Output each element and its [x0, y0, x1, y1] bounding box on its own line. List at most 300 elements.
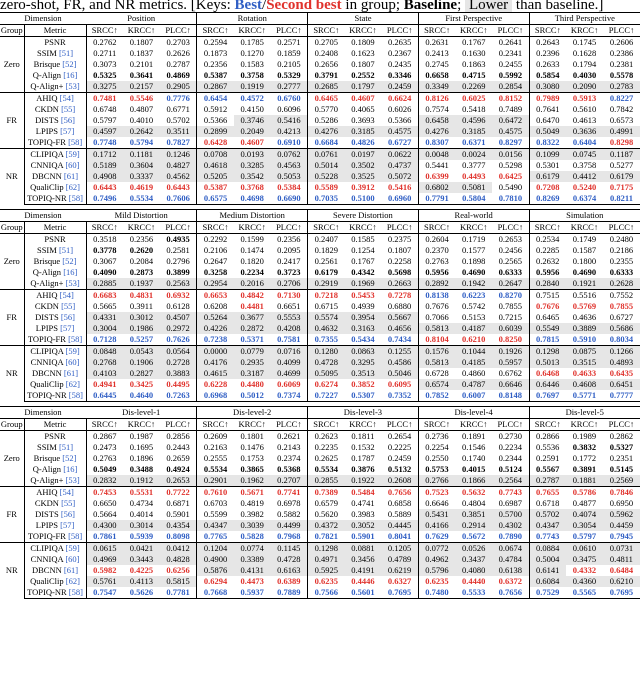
- score-cell: 0.7743: [492, 487, 529, 499]
- score-cell: 0.2459: [381, 81, 418, 93]
- score-cell: 0.7810: [492, 193, 529, 205]
- metric-name: [24, 182, 86, 193]
- metric-name: [24, 543, 86, 555]
- score-cell: 0.4015: [461, 464, 486, 474]
- table-row: [0, 531, 640, 543]
- score-cell: 0.7552: [603, 290, 640, 302]
- score-cell: 0.5325: [93, 70, 117, 80]
- metric-label: TOPIQ-NR: [27, 193, 67, 203]
- score-cell: 0.1921: [566, 278, 603, 290]
- metric-name: [24, 509, 86, 520]
- score-cell: 0.4613: [572, 115, 597, 125]
- score-cell: 0.1623: [351, 48, 375, 58]
- metric-name: [24, 137, 86, 149]
- correlation-header: KRCC↑: [123, 419, 160, 431]
- score-cell: 0.4074: [566, 509, 603, 520]
- score-cell: 0.3437: [455, 554, 492, 565]
- score-cell: 0.6703: [203, 498, 228, 508]
- score-cell: 0.4446: [351, 576, 375, 586]
- metric-label: DBCNN: [32, 565, 62, 575]
- correlation-header: SRCC↑: [197, 222, 234, 234]
- citation: [51]: [58, 442, 74, 452]
- score-cell: 0.3502: [345, 160, 382, 171]
- correlation-header: SRCC↑: [308, 25, 345, 37]
- score-cell: 0.7547: [86, 587, 123, 599]
- metric-label: DISTS: [35, 115, 59, 125]
- score-cell: 0.5982: [93, 565, 117, 575]
- score-cell: 0.5327: [609, 442, 634, 452]
- score-cell: 0.7889: [271, 587, 308, 599]
- score-cell: 0.4575: [381, 126, 418, 137]
- score-cell: 0.2935: [234, 357, 271, 368]
- table-row: [0, 81, 640, 93]
- metric-label: Brisque: [33, 453, 61, 463]
- score-cell: 0.1859: [271, 48, 308, 59]
- score-cell: 0.1794: [572, 59, 597, 69]
- score-cell: 0.6371: [462, 137, 486, 147]
- score-cell: 0.6470: [536, 115, 560, 125]
- score-cell: 0.3425: [129, 379, 154, 389]
- score-cell: 0.6256: [160, 565, 197, 576]
- score-cell: 0.5702: [160, 115, 197, 126]
- score-cell: 0.5753: [425, 464, 449, 474]
- score-cell: 0.2157: [123, 81, 160, 93]
- score-cell: 0.4632: [308, 323, 345, 334]
- group-name: Zero: [0, 37, 24, 93]
- score-cell: 0.5434: [351, 334, 375, 344]
- score-cell: 0.2386: [609, 48, 634, 58]
- score-cell: 0.4636: [572, 312, 597, 322]
- score-cell: 0.8269: [529, 193, 566, 205]
- score-cell: 0.6579: [314, 498, 338, 508]
- metric-name: [24, 115, 86, 126]
- correlation-header: SRCC↑: [529, 222, 566, 234]
- score-cell: 0.3187: [234, 368, 271, 379]
- table-row: [0, 509, 640, 520]
- score-cell: 0.0875: [566, 346, 603, 358]
- score-cell: 0.4690: [572, 267, 597, 277]
- score-cell: 0.2569: [603, 475, 640, 487]
- metric-name: [24, 431, 86, 443]
- score-cell: 0.6179: [314, 267, 338, 277]
- score-cell: 0.2473: [93, 442, 117, 452]
- score-cell: 0.5228: [308, 171, 345, 182]
- score-cell: 0.5004: [529, 554, 566, 565]
- score-cell: 0.7130: [271, 290, 308, 302]
- score-cell: 0.5453: [344, 290, 381, 302]
- score-cell: 0.5601: [344, 587, 381, 599]
- citation: [55]: [61, 498, 76, 508]
- score-cell: 0.2581: [160, 245, 197, 256]
- dimension-label: Dimension: [0, 210, 86, 222]
- score-cell: 0.5264: [197, 312, 234, 323]
- score-cell: 0.6327: [381, 576, 418, 587]
- score-cell: 0.4166: [418, 520, 455, 531]
- score-cell: 0.8138: [418, 290, 455, 302]
- metric-name: [24, 70, 86, 81]
- metric-label: Brisque: [33, 256, 61, 266]
- score-cell: 0.2766: [418, 475, 455, 487]
- score-cell: 0.5665: [93, 301, 117, 311]
- score-cell: 0.4360: [566, 576, 603, 587]
- score-cell: 0.2656: [314, 59, 338, 69]
- table-row: [0, 368, 640, 379]
- score-cell: 0.6039: [492, 323, 529, 334]
- citation: [54]: [59, 487, 74, 497]
- group-name: NR: [0, 543, 24, 599]
- table-row: [0, 390, 640, 402]
- citation: [57]: [60, 126, 75, 136]
- score-cell: 0.6374: [566, 193, 603, 205]
- metric-label: CLIPIQA: [30, 543, 64, 553]
- score-cell: 0.6179: [529, 171, 566, 182]
- score-cell: 0.6333: [492, 267, 529, 278]
- score-cell: 0.6228: [203, 379, 228, 389]
- score-cell: 0.4276: [308, 126, 345, 137]
- score-cell: 0.2631: [425, 37, 449, 47]
- score-cell: 0.7781: [160, 587, 197, 599]
- score-cell: 0.1767: [462, 37, 486, 47]
- metric-name: [24, 245, 86, 256]
- score-cell: 0.5124: [492, 464, 529, 475]
- score-cell: 0.7175: [609, 182, 634, 192]
- score-cell: 0.8148: [492, 390, 529, 402]
- dimension-name: Dis-level-4: [418, 407, 529, 419]
- table-row: [0, 464, 640, 475]
- correlation-header: PLCC↑: [492, 25, 529, 37]
- metric-name: [24, 565, 86, 576]
- score-cell: 0.4698: [234, 193, 271, 205]
- score-cell: 0.7641: [536, 104, 560, 114]
- score-cell: 0.5797: [572, 531, 597, 541]
- citation: [62]: [65, 182, 80, 192]
- score-cell: 0.0156: [492, 149, 529, 161]
- table-row: [0, 520, 640, 531]
- score-cell: 0.6025: [455, 93, 492, 105]
- score-cell: 0.3067: [93, 256, 117, 266]
- metric-name: [24, 554, 86, 565]
- score-cell: 0.6715: [314, 301, 338, 311]
- score-cell: 0.2703: [160, 37, 197, 49]
- score-cell: 0.1712: [86, 149, 123, 161]
- dimension-name: State: [308, 13, 419, 25]
- score-cell: 0.2872: [234, 323, 271, 334]
- table-row: [0, 442, 640, 453]
- score-cell: 0.6871: [160, 498, 197, 509]
- score-cell: 0.5939: [129, 531, 154, 541]
- score-cell: 0.2899: [197, 126, 234, 137]
- citation: [56]: [60, 312, 75, 322]
- score-cell: 0.5384: [271, 182, 308, 193]
- score-cell: 0.5418: [462, 104, 486, 114]
- score-cell: 0.5854: [536, 70, 560, 80]
- score-cell: 0.4608: [566, 379, 603, 390]
- score-cell: 0.3012: [123, 312, 160, 323]
- table-row: [0, 126, 640, 137]
- score-cell: 0.3777: [462, 160, 486, 170]
- score-cell: 0.2643: [536, 37, 560, 47]
- score-cell: 0.6684: [314, 137, 338, 147]
- score-cell: 0.2186: [609, 245, 634, 255]
- metric-name: [24, 334, 86, 346]
- score-cell: 0.2653: [160, 475, 197, 487]
- correlation-header: PLCC↑: [492, 419, 529, 431]
- score-cell: 0.2783: [603, 81, 640, 93]
- score-cell: 0.6223: [455, 290, 492, 302]
- table-row: [0, 587, 640, 599]
- score-cell: 0.1266: [603, 346, 640, 358]
- correlation-header: PLCC↑: [381, 25, 418, 37]
- score-cell: 0.2787: [529, 475, 566, 487]
- score-cell: 0.6210: [461, 334, 486, 344]
- score-cell: 0.1866: [455, 475, 492, 487]
- group-name: NR: [0, 149, 24, 205]
- table-row: [0, 565, 640, 576]
- score-cell: 0.2101: [129, 59, 154, 69]
- group-name: FR: [0, 487, 24, 543]
- score-cell: 0.5913: [566, 93, 603, 105]
- metric-label: CLIPIQA: [30, 149, 64, 159]
- score-cell: 0.8297: [492, 137, 529, 149]
- score-cell: 0.1145: [271, 543, 308, 555]
- metric-label: AHIQ: [36, 93, 58, 103]
- metric-name: [24, 126, 86, 137]
- score-cell: 0.5516: [566, 290, 603, 302]
- score-cell: 0.6454: [197, 93, 234, 105]
- score-cell: 0.1254: [351, 245, 375, 255]
- score-cell: 0.3891: [572, 464, 597, 474]
- score-cell: 0.7791: [418, 193, 455, 205]
- score-cell: 0.4575: [492, 126, 529, 137]
- score-cell: 0.4971: [308, 554, 345, 565]
- score-cell: 0.1989: [572, 431, 597, 441]
- score-cell: 0.3511: [160, 126, 197, 137]
- score-cell: 0.5804: [455, 193, 492, 205]
- table-row: [0, 48, 640, 59]
- metric-name: [24, 346, 86, 358]
- score-cell: 0.4728: [308, 357, 345, 368]
- score-cell: 0.5534: [203, 464, 228, 474]
- score-cell: 0.4807: [129, 104, 154, 114]
- score-cell: 0.3475: [566, 554, 603, 565]
- score-cell: 0.1837: [129, 48, 154, 58]
- score-cell: 0.4893: [603, 357, 640, 368]
- score-cell: 0.3723: [271, 267, 308, 278]
- citation: [58]: [68, 334, 83, 344]
- score-cell: 0.4615: [197, 368, 234, 379]
- score-cell: 0.6096: [271, 104, 308, 115]
- table-row: [0, 379, 640, 390]
- score-cell: 0.2873: [129, 267, 154, 277]
- table-row: [0, 149, 640, 161]
- score-cell: 0.8034: [609, 334, 634, 344]
- score-cell: 0.5240: [572, 182, 597, 192]
- score-cell: 0.2084: [129, 256, 154, 266]
- score-cell: 0.3758: [572, 160, 597, 170]
- score-cell: 0.7821: [314, 531, 338, 541]
- score-cell: 0.6653: [197, 290, 234, 302]
- correlation-header: PLCC↑: [381, 419, 418, 431]
- score-cell: 0.5095: [308, 368, 345, 379]
- score-cell: 0.2905: [160, 81, 197, 93]
- score-cell: 0.1919: [234, 81, 271, 93]
- citation: [54]: [59, 93, 74, 103]
- score-cell: 0.2796: [160, 256, 197, 267]
- dimension-name: Severe Distortion: [308, 210, 419, 222]
- score-cell: 0.6646: [492, 379, 529, 390]
- score-cell: 0.7355: [314, 334, 338, 344]
- score-cell: 0.2736: [425, 431, 449, 441]
- score-cell: 0.6219: [381, 565, 418, 576]
- score-cell: 0.3604: [123, 160, 160, 171]
- score-cell: 0.1787: [351, 453, 375, 463]
- metric-name: [24, 149, 86, 161]
- score-cell: 0.2914: [455, 520, 492, 531]
- score-cell: 0.4734: [129, 498, 154, 508]
- score-cell: 0.6446: [529, 379, 566, 390]
- score-cell: 0.1891: [461, 431, 486, 441]
- score-cell: 0.0772: [418, 543, 455, 555]
- score-cell: 0.2225: [381, 442, 418, 453]
- score-cell: 0.7855: [609, 301, 634, 311]
- score-cell: 0.7574: [425, 104, 449, 114]
- score-cell: 0.1906: [123, 357, 160, 368]
- metric-label: TOPIQ-FR: [27, 531, 66, 541]
- citation: [55]: [61, 104, 76, 114]
- score-cell: 0.5053: [271, 171, 308, 182]
- score-cell: 0.5786: [566, 487, 603, 499]
- citation: [53]: [65, 475, 80, 485]
- metric-label: DISTS: [35, 312, 59, 322]
- score-cell: 0.5956: [425, 267, 449, 277]
- score-cell: 0.4715: [462, 70, 486, 80]
- score-cell: 0.1205: [381, 543, 418, 555]
- score-cell: 0.4459: [603, 520, 640, 531]
- score-cell: 0.2254: [425, 442, 449, 452]
- score-cell: 0.7238: [203, 334, 228, 344]
- correlation-header: SRCC↑: [197, 419, 234, 431]
- metric-label: Q-Align+: [30, 278, 64, 288]
- metric-name: [24, 520, 86, 531]
- score-cell: 0.3851: [455, 509, 492, 520]
- correlation-header: PLCC↑: [271, 419, 308, 431]
- score-cell: 0.6950: [609, 498, 634, 508]
- score-cell: 0.1719: [461, 234, 486, 244]
- metric-name: [24, 104, 86, 115]
- score-cell: 0.3883: [160, 368, 197, 379]
- score-cell: 0.3954: [344, 312, 381, 323]
- score-cell: 0.0716: [271, 346, 308, 358]
- metric-label: CKDN: [34, 301, 59, 311]
- score-cell: 0.6425: [492, 171, 529, 182]
- score-cell: 0.7765: [203, 531, 228, 541]
- correlation-header: PLCC↑: [160, 222, 197, 234]
- score-cell: 0.3525: [345, 171, 382, 182]
- score-cell: 0.7581: [271, 334, 308, 346]
- score-cell: 0.2867: [93, 431, 117, 441]
- score-cell: 0.5546: [123, 93, 160, 105]
- score-cell: 0.7453: [86, 487, 123, 499]
- score-cell: 0.5366: [203, 115, 228, 125]
- correlation-header: KRCC↑: [234, 222, 271, 234]
- score-cell: 0.2356: [129, 234, 154, 244]
- score-cell: 0.6727: [381, 137, 418, 149]
- score-cell: 0.4633: [572, 368, 597, 378]
- metric-label: QualiClip: [30, 379, 64, 389]
- score-cell: 0.5565: [566, 587, 603, 599]
- metric-name: [24, 576, 86, 587]
- score-cell: 0.5387: [203, 70, 228, 80]
- score-cell: 0.2344: [492, 453, 529, 464]
- table-row: [0, 37, 640, 49]
- score-cell: 0.7741: [271, 487, 308, 499]
- score-cell: 0.2604: [425, 234, 449, 244]
- score-cell: 0.6646: [425, 498, 449, 508]
- score-cell: 0.7035: [308, 193, 345, 205]
- score-cell: 0.1246: [160, 149, 197, 161]
- table-row: [0, 193, 640, 205]
- score-cell: 0.4787: [455, 379, 492, 390]
- score-cell: 0.7945: [609, 531, 634, 541]
- score-cell: 0.5531: [123, 487, 160, 499]
- correlation-header: PLCC↑: [160, 25, 197, 37]
- column-header-row: [0, 419, 640, 431]
- score-cell: 0.6760: [271, 93, 308, 105]
- score-cell: 0.3636: [566, 126, 603, 137]
- score-cell: 0.2356: [271, 234, 308, 246]
- metric-name: [24, 278, 86, 290]
- table-row: [0, 278, 640, 290]
- score-cell: 0.6762: [492, 368, 529, 379]
- citation: [60]: [65, 554, 80, 564]
- score-cell: 0.2654: [381, 431, 418, 443]
- score-cell: 0.2105: [271, 59, 308, 70]
- score-cell: 0.8211: [603, 193, 640, 205]
- score-cell: 0.5578: [609, 70, 634, 80]
- score-cell: 0.7989: [529, 93, 566, 105]
- score-cell: 0.5416: [381, 182, 418, 193]
- score-cell: 0.5626: [123, 587, 160, 599]
- citation: [54]: [59, 290, 74, 300]
- citation: [59]: [65, 149, 80, 159]
- score-cell: 0.5876: [197, 565, 234, 576]
- score-cell: 0.4728: [271, 554, 308, 565]
- score-cell: 0.2763: [425, 256, 449, 266]
- table-row: [0, 70, 640, 81]
- score-cell: 0.6458: [418, 115, 455, 126]
- score-cell: 0.8041: [381, 531, 418, 543]
- score-cell: 0.2745: [425, 59, 449, 69]
- score-cell: 0.7218: [308, 290, 345, 302]
- score-cell: 0.5533: [455, 587, 492, 599]
- citation: [51]: [58, 48, 74, 58]
- score-cell: 0.4690: [461, 267, 486, 277]
- score-cell: 0.7374: [271, 390, 308, 402]
- dimension-header-row: [0, 13, 640, 25]
- score-cell: 0.4495: [160, 379, 197, 390]
- score-cell: 0.6428: [203, 137, 228, 147]
- score-cell: 0.2456: [492, 245, 529, 256]
- score-cell: 0.2143: [271, 442, 308, 453]
- correlation-header: SRCC↑: [308, 419, 345, 431]
- score-cell: 0.4991: [603, 126, 640, 137]
- score-cell: 0.3039: [234, 520, 271, 531]
- citation: [62]: [65, 576, 80, 586]
- score-cell: 0.6372: [492, 576, 529, 587]
- metric-label: Brisque: [33, 59, 61, 69]
- metric-name: [24, 301, 86, 312]
- table-row: [0, 267, 640, 278]
